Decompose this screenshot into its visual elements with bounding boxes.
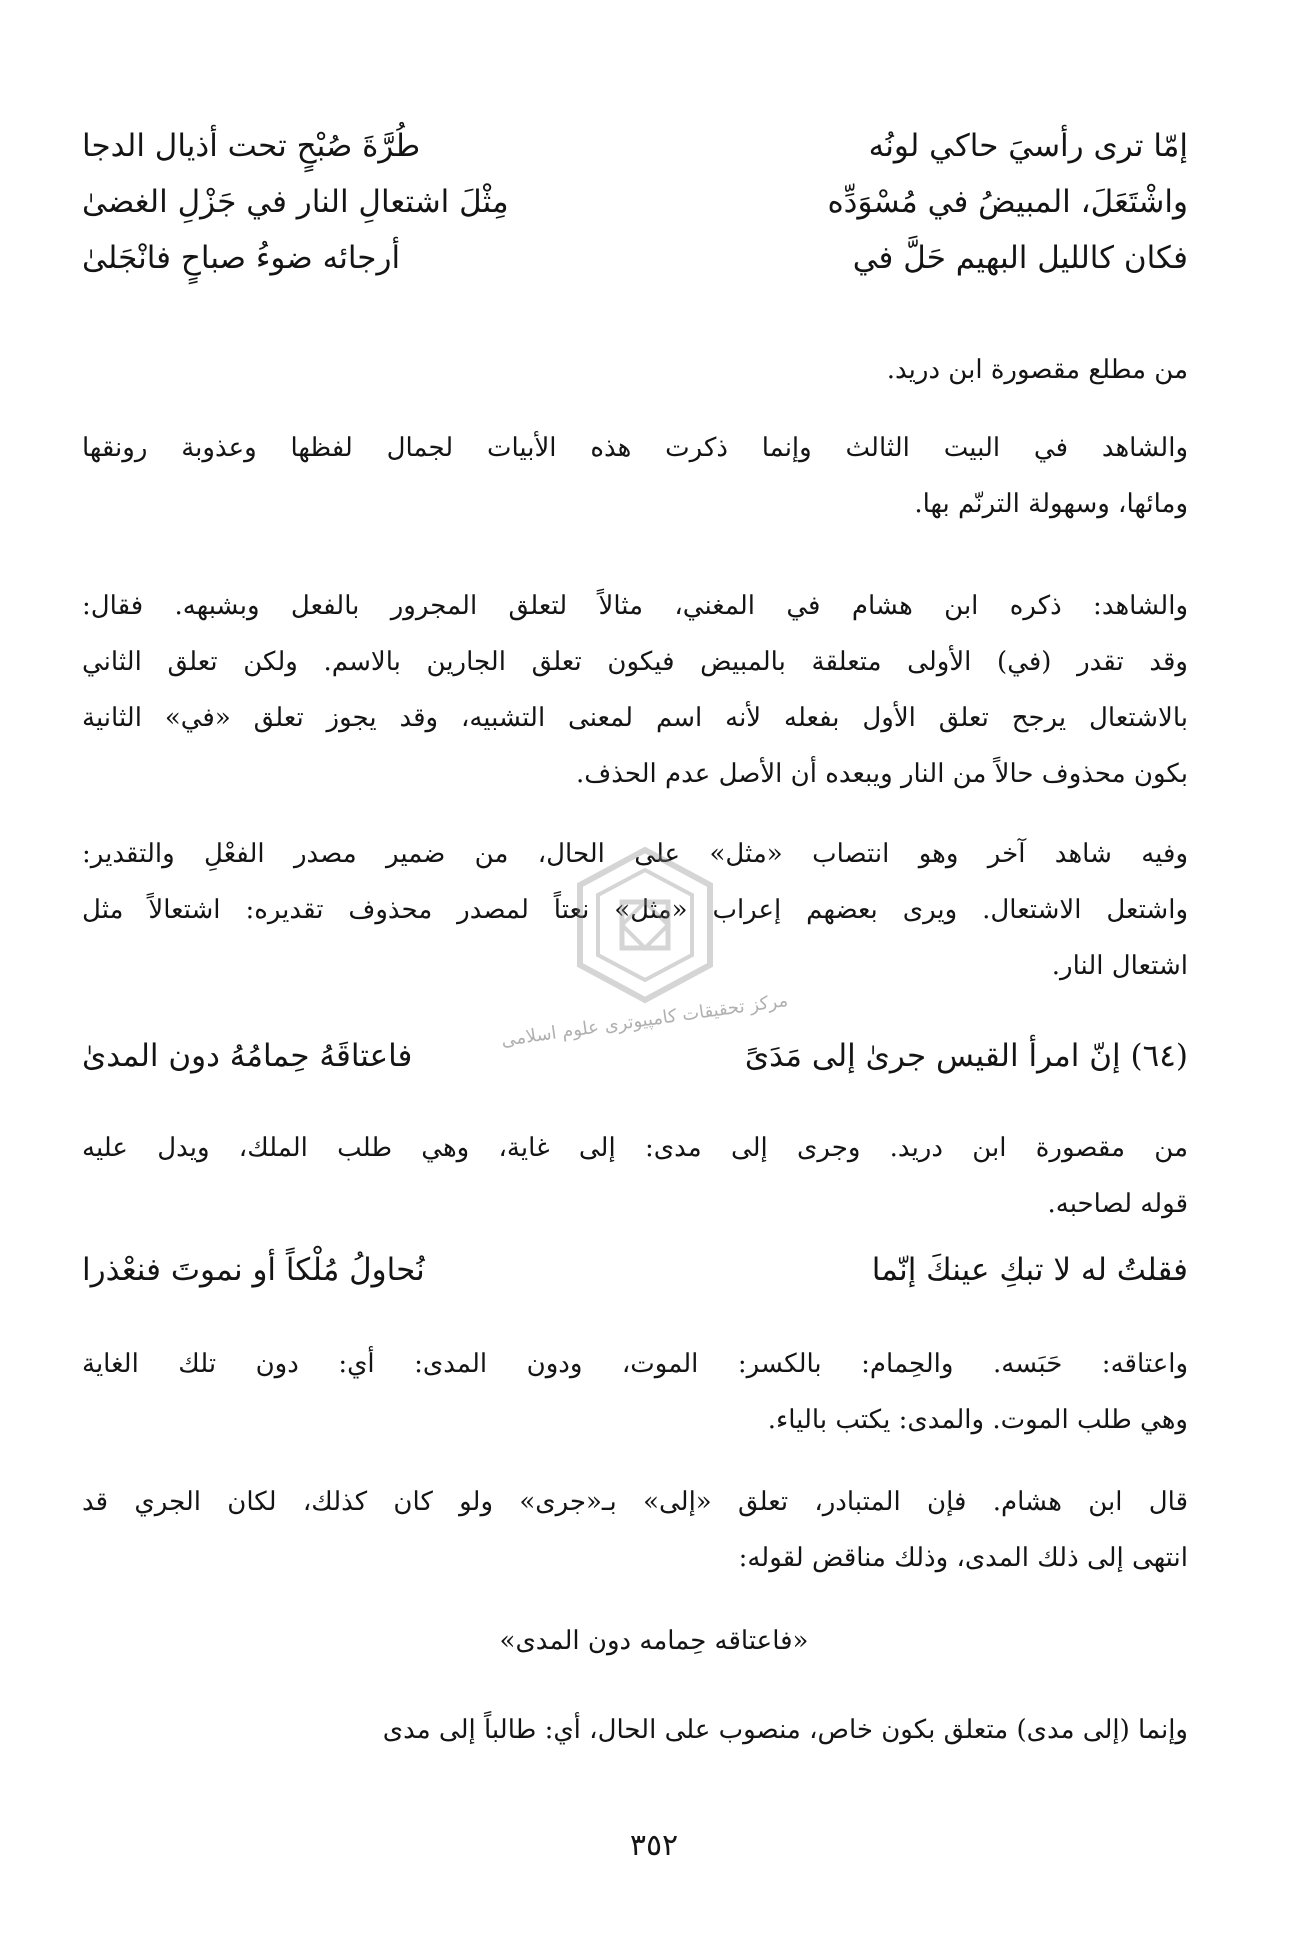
- watermark-text: مرکز تحقیقات کامپیوتری علوم اسلامی: [499, 989, 790, 1052]
- verse-first-hemistich: فكان كالليل البهيم حَلَّ في: [852, 240, 1188, 276]
- source-note: من مطلع مقصورة ابن دريد.: [886, 355, 1188, 385]
- paragraph: من مقصورة ابن دريد. وجرى إلى مدى: إلى غاية، وهي طلب الملك، ويدل عليه قوله لصاحبه.: [82, 1133, 1188, 1219]
- verse-line: [82, 128, 1188, 184]
- paragraph: والشاهد: ذكره ابن هشام في المغني، مثالاً لتعلق المجرور بالفعل وبشبهه. فقال: وقد تقدر (في) الأولى متعلقة بالمبيض فيكون تعلق الجارين بالاسم. ولكن تعلق الثاني بالاشتعال يرجح تعلق الأول بفعله لأنه اسم لمعنى التشبيه، وقد يجوز تعلق «في» الثانية بكون محذوف حالاً من النار ويبعده أن الأصل عدم الحذف.: [82, 591, 1188, 789]
- verse-second-hemistich: طُرَّةَ صُبْحٍ تحت أذيال الدجا: [82, 128, 421, 164]
- verse-second-hemistich: أرجائه ضوءُ صباحٍ فانْجَلىٰ: [82, 240, 401, 276]
- verse-first-hemistich: فقلتُ له لا تبكِ عينكَ إنّما: [871, 1252, 1188, 1288]
- watermark-seal-icon: [560, 840, 730, 1010]
- page-number: ٣٥٢: [629, 1828, 679, 1863]
- verse-second-hemistich: مِثْلَ اشتعالِ النار في جَزْلِ الغضىٰ: [82, 184, 509, 220]
- verse-line: [82, 184, 1188, 240]
- quote-line: «فاعتاقه حِمامه دون المدى»: [499, 1626, 809, 1656]
- paragraph: وفيه شاهد آخر وهو انتصاب «مثل» على الحال، من ضمير مصدر الفعْلِ والتقدير: واشتعل الاشتعال. ويرى بعضهم إعراب «مثل» نعتاً لمصدر محذوف تقديره: اشتعالاً مثل اشتعال النار.: [82, 839, 1188, 981]
- paragraph: وإنما (إلى مدى) متعلق بكون خاص، منصوب على الحال، أي: طالباً إلى مدى: [382, 1715, 1188, 1745]
- paragraph: والشاهد في البيت الثالث وإنما ذكرت هذه الأبيات لجمال لفظها وعذوبة رونقها ومائها، وسهولة الترنّم بها.: [82, 433, 1189, 519]
- verse-second-hemistich: فاعتاقَهُ حِمامُهُ دون المدىٰ: [82, 1038, 413, 1074]
- paragraph: واعتاقه: حَبَسه. والحِمام: بالكسر: الموت، ودون المدى: أي: دون تلك الغاية وهي طلب الموت. والمدى: يكتب بالياء.: [82, 1349, 1188, 1435]
- verse-line: [82, 240, 1188, 296]
- verse-first-hemistich: (٦٤) إنّ امرأ القيس جرىٰ إلى مَدَىً: [744, 1038, 1188, 1074]
- verse-first-hemistich: إمّا ترى رأسيَ حاكي لونُه: [868, 128, 1188, 164]
- verse-second-hemistich: نُحاولُ مُلْكاً أو نموتَ فنعْذرا: [82, 1252, 425, 1288]
- verse-line: [82, 1252, 1188, 1308]
- paragraph: قال ابن هشام. فإن المتبادر، تعلق «إلى» بـ«جرى» ولو كان كذلك، لكان الجري قد انتهى إلى ذلك المدى، وذلك مناقض لقوله:: [82, 1487, 1188, 1573]
- verse-line-64: [82, 1038, 1188, 1094]
- verse-first-hemistich: واشْتَعَلَ، المبيضُ في مُسْوَدِّه: [827, 184, 1188, 220]
